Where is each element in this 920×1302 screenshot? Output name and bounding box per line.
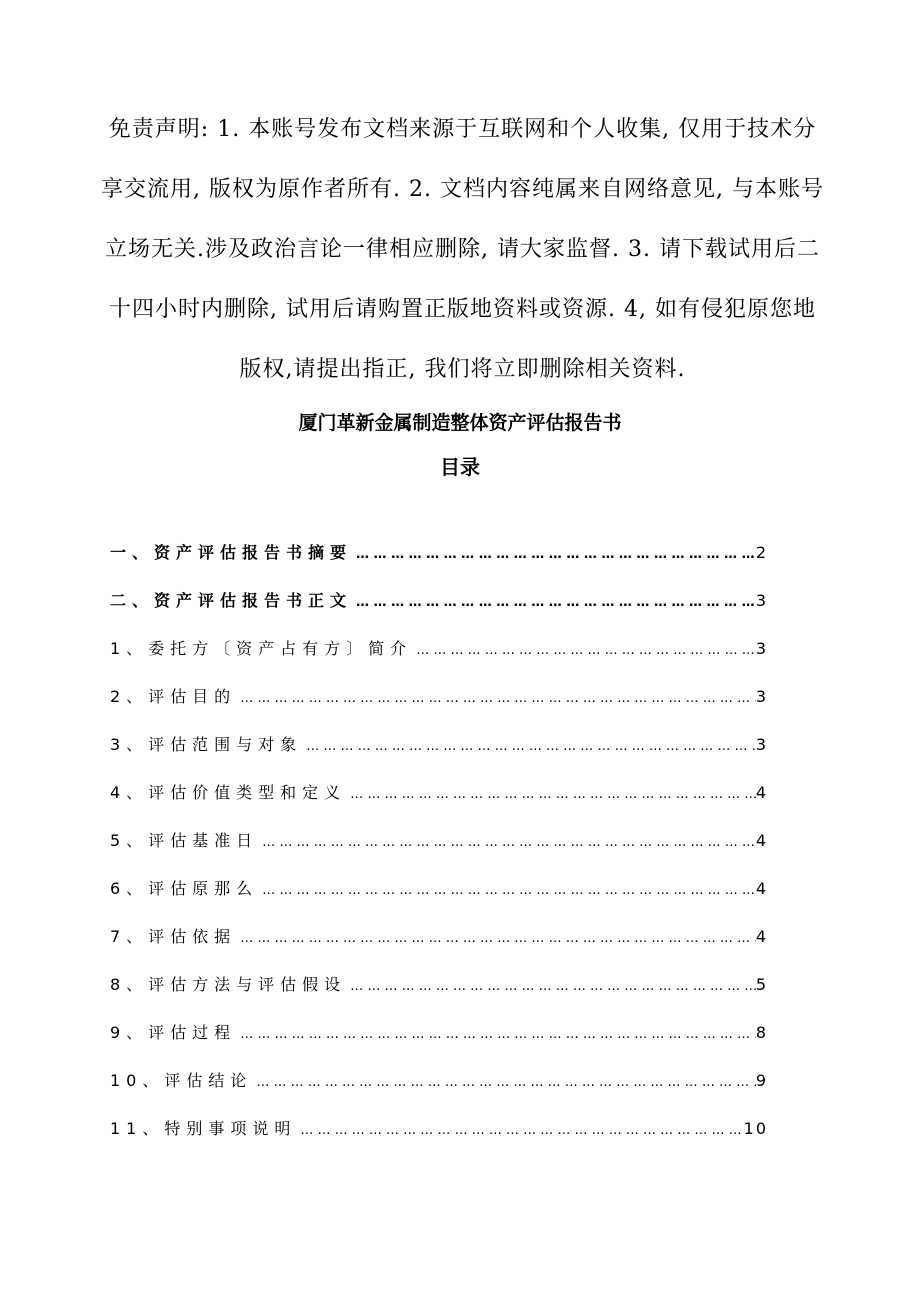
toc-entry-main-body[interactable]	[110, 588, 768, 636]
toc-entry-label: 6、评估原那么	[110, 879, 259, 898]
toc-leader-dots	[346, 979, 756, 994]
toc-entry-process[interactable]	[110, 1020, 768, 1068]
toc-entry-label: 4、评估价值类型和定义	[110, 783, 347, 802]
toc-page-number: 8	[755, 1023, 768, 1042]
toc-leader-dots	[258, 883, 756, 898]
toc-entry-label: 1、委托方〔资产占有方〕简介	[110, 639, 413, 658]
toc-leader-dots	[296, 1123, 743, 1138]
toc-leader-dots	[302, 739, 756, 754]
toc-entry-label: 9、评估过程	[110, 1023, 237, 1042]
toc-entry-label: 7、评估依据	[110, 927, 237, 946]
toc-entry-label: 5、评估基准日	[110, 831, 259, 850]
toc-page-number: 5	[755, 975, 768, 994]
toc-page-number: 9	[755, 1071, 768, 1090]
toc-leader-dots	[412, 643, 756, 658]
toc-leader-dots	[352, 547, 756, 562]
toc-entry-basis[interactable]	[110, 924, 768, 972]
toc-entry-summary[interactable]	[110, 540, 768, 588]
toc-leader-dots	[236, 931, 756, 946]
toc-entry-scope[interactable]	[110, 732, 768, 780]
toc-entry-special-notes[interactable]	[110, 1116, 768, 1164]
toc-leader-dots	[346, 787, 756, 802]
toc-leader-dots	[236, 1027, 756, 1042]
toc-page-number: 4	[755, 783, 768, 802]
toc-leader-dots	[258, 835, 756, 850]
toc-page-number: 3	[755, 639, 768, 658]
toc-leader-dots	[252, 1075, 755, 1090]
document-title: 厦门革新金属制造整体资产评估报告书	[298, 412, 622, 434]
toc-entry-label: 10、评估结论	[110, 1071, 253, 1090]
toc-entry-conclusion[interactable]	[110, 1068, 768, 1116]
disclaimer-text: 免责声明: 1. 本账号发布文档来源于互联网和个人收集, 仅用于技术分享交流用, 版权为原作者所有. 2. 文档内容纯属来自网络意见, 与本账号立场无关.涉及政治言论一律相应删除, 请大家监督. 3. 请下载试用后二十四小时内删除, 试用后请购置正版地资料或资源. 4, 如有侵犯原您地版权,请提出指正, 我们将立即删除相关资料.	[101, 117, 824, 382]
toc-entry-label: 8、评估方法与评估假设	[110, 975, 347, 994]
toc-entry-label: 一、资产评估报告书摘要	[110, 543, 353, 562]
toc-entry-client-profile[interactable]	[110, 636, 768, 684]
toc-page-number: 2	[755, 543, 768, 562]
toc-page-number: 3	[755, 687, 768, 706]
toc-entry-base-date[interactable]	[110, 828, 768, 876]
toc-entry-methods[interactable]	[110, 972, 768, 1020]
toc-entry-value-type[interactable]	[110, 780, 768, 828]
toc-leader-dots	[352, 595, 756, 610]
toc-entry-purpose[interactable]	[110, 684, 768, 732]
toc-page-number: 3	[755, 735, 768, 754]
toc-entry-label: 3、评估范围与对象	[110, 735, 303, 754]
toc-page-number: 10	[743, 1119, 768, 1138]
toc-entry-principles[interactable]	[110, 876, 768, 924]
toc-page-number: 3	[755, 591, 768, 610]
toc-page-number: 4	[755, 831, 768, 850]
toc-page-number: 4	[755, 879, 768, 898]
toc-heading: 目录	[440, 455, 480, 479]
toc-page-number: 4	[755, 927, 768, 946]
toc-entry-label: 二、资产评估报告书正文	[110, 591, 353, 610]
table-of-contents	[110, 540, 768, 1164]
toc-entry-label: 11、特别事项说明	[110, 1119, 297, 1138]
toc-entry-label: 2、评估目的	[110, 687, 237, 706]
toc-leader-dots	[236, 691, 756, 706]
